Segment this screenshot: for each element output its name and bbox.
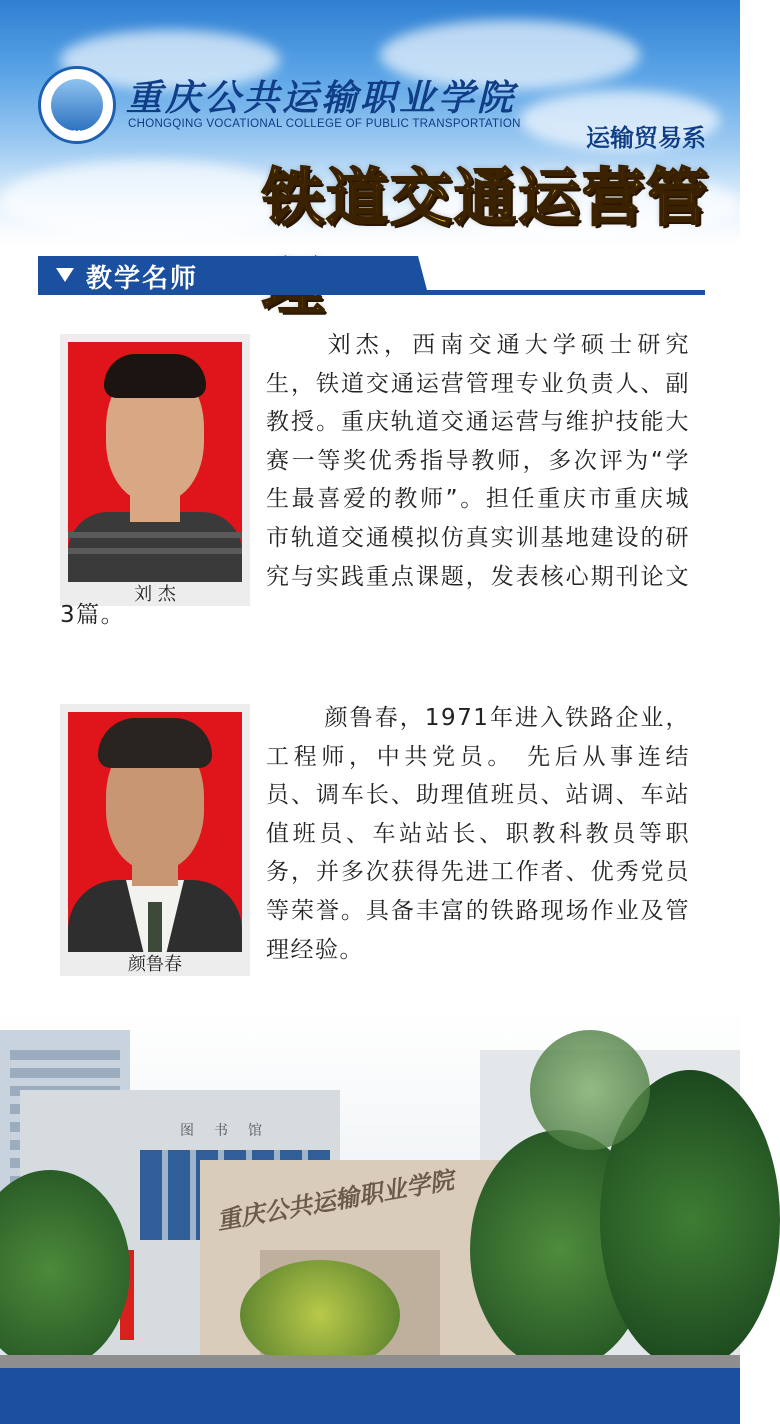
department-name: 运输贸易系 <box>586 124 706 152</box>
college-name-en: CHONGQING VOCATIONAL COLLEGE OF PUBLIC TRANSPORTATION <box>128 118 521 130</box>
triangle-down-icon <box>56 268 74 282</box>
college-name-cn: 重庆公共运输职业学院 <box>126 77 517 119</box>
section-title: 教学名师 <box>86 264 199 294</box>
college-logo-icon <box>38 66 116 144</box>
major-title: 铁道交通运营管 <box>262 161 711 234</box>
footer-bar <box>0 1368 740 1424</box>
gate-sign: 重庆公共运输职业学院 <box>214 1164 456 1236</box>
campus-photo <box>0 1010 740 1368</box>
section-heading <box>38 256 705 297</box>
teacher-name-caption: 颜鲁春 <box>128 954 182 975</box>
logo-year: 2010 <box>66 129 88 138</box>
teacher-bio: 刘杰，西南交通大学硕士研究生，铁道交通运营管理专业负责人、副教授。重庆轨道交通运营与维护技能大赛一等奖优秀指导教师，多次评为“学生最喜爱的教师”。担任重庆市重庆城市轨道交通模拟仿真实训基地建设的研究与实践重点课题，发表核心期刊论文3篇。 <box>60 332 690 629</box>
teacher-bio: 颜鲁春，1971年进入铁路企业，工程师，中共党员。 先后从事连结员、调车长、助理值班员、站调、车站值班员、车站站长、职教科教员等职务，并多次获得先进工作者、优秀党员等荣誉。具备丰富的铁路现场作业及管理经验。 <box>266 705 690 963</box>
teacher-name-caption: 刘 杰 <box>134 584 176 605</box>
library-sign: 图书馆 <box>180 1123 282 1139</box>
header-banner <box>0 0 740 245</box>
